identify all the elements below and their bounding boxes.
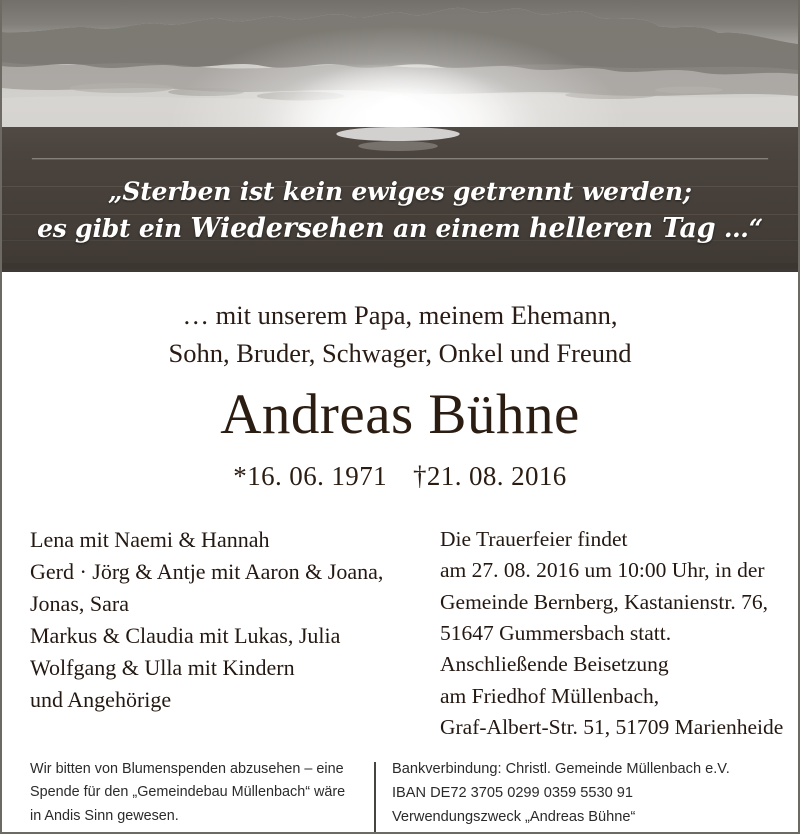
family-line: Gerd · Jörg & Antje mit Aaron & Joana, — [30, 559, 384, 585]
bank-line: IBAN DE72 3705 0299 0359 5530 91 — [392, 784, 633, 801]
quote-line-2-after: …“ — [715, 213, 763, 243]
donation-note — [2, 758, 374, 828]
family-line: Markus & Claudia mit Lukas, Julia — [30, 623, 341, 649]
quote-emphasis-wiedersehen: Wiedersehen — [190, 212, 385, 244]
ceremony-line: Anschließende Beisetzung — [440, 652, 669, 677]
relationship-intro — [2, 272, 798, 372]
obituary-body — [2, 272, 798, 743]
family-line: Wolfgang & Ulla mit Kindern — [30, 655, 295, 681]
intro-line-1: … mit unserem Papa, meinem Ehemann, — [182, 300, 618, 330]
ceremony-line: Graf-Albert-Str. 51, 51709 Marienheide — [440, 714, 784, 739]
sunset-over-ocean-photo — [2, 0, 798, 272]
bank-details — [376, 758, 798, 829]
quote-line-2-before: es gibt ein — [37, 213, 191, 243]
ceremony-line: am Friedhof Müllenbach, — [440, 683, 660, 708]
family-line: und Angehörige — [30, 687, 172, 713]
donation-line: Wir bitten von Blumenspenden abzusehen – eine — [30, 761, 344, 777]
donation-line: in Andis Sinn gewesen. — [30, 807, 179, 824]
birth-date: *16. 06. 1971 — [233, 461, 387, 492]
quote-emphasis-hellerer-tag: helleren Tag — [529, 212, 716, 244]
life-dates — [2, 461, 798, 492]
ceremony-line: am 27. 08. 2016 um 10:00 Uhr, in der — [440, 558, 765, 583]
details-columns — [2, 524, 798, 743]
family-names-column — [30, 524, 426, 716]
quote-line-2-middle: an einem — [384, 213, 529, 243]
sunset-photo-graphic — [2, 0, 798, 272]
ceremony-line: 51647 Gummersbach statt. — [440, 620, 672, 645]
quote-line-1: „Sterben ist kein ewiges getrennt werden; — [108, 177, 692, 207]
obituary-footer — [2, 748, 798, 832]
ceremony-details-column — [426, 524, 783, 743]
family-line: Jonas, Sara — [30, 591, 129, 617]
ceremony-line: Die Trauerfeier findet — [440, 527, 628, 552]
bank-line: Bankverbindung: Christl. Gemeinde Müllenbach e.V. — [392, 761, 730, 777]
ceremony-line: Gemeinde Bernberg, Kastanienstr. 76, — [440, 589, 768, 614]
death-date: †21. 08. 2016 — [413, 461, 567, 492]
bank-line: Verwendungszweck „Andreas Bühne“ — [392, 808, 636, 825]
family-line: Lena mit Naemi & Hannah — [30, 527, 270, 553]
deceased-name: Andreas Bühne — [220, 383, 580, 447]
intro-line-2: Sohn, Bruder, Schwager, Onkel und Freund — [168, 337, 632, 368]
donation-line: Spende für den „Gemeindebau Müllenbach“ wäre — [30, 784, 346, 801]
